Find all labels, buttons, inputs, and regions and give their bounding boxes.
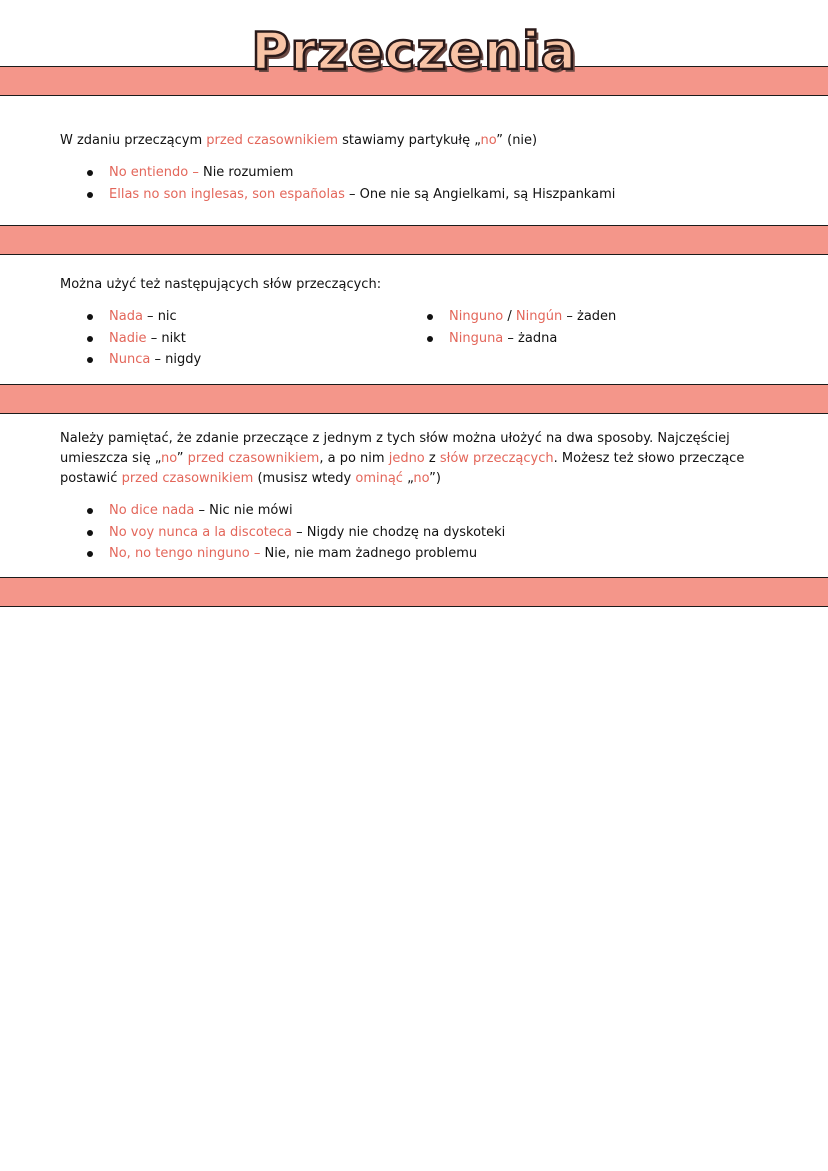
list-item: No dice nada – Nic nie mówi	[60, 500, 750, 522]
list-item: Ninguna – żadna	[400, 328, 740, 350]
word-list-left	[60, 306, 400, 371]
list-item: No, no tengo ninguno – Nie, nie mam żadnego problemu	[60, 543, 750, 565]
word-list-right	[400, 306, 740, 371]
list-item: Ellas no son inglesas, son españolas – One nie są Angielkami, są Hiszpankami	[60, 184, 750, 206]
page-title: Przeczenia	[251, 22, 577, 82]
list-item: Nada – nic	[60, 306, 400, 328]
intro-paragraph: Można użyć też następujących słów przeczących:	[60, 277, 382, 292]
example-list	[60, 162, 750, 205]
explanation-paragraph: Należy pamiętać, że zdanie przeczące z jednym z tych słów można ułożyć na dwa sposoby. Najczęściej umieszcza się „no” przed czasownikiem, a po nim jedno z słów przeczących. Możesz też słowo przeczące postawić przed czasownikiem (musisz wtedy ominąć „no”)	[60, 431, 745, 486]
list-item: Nadie – nikt	[60, 328, 400, 350]
section-negative-words	[60, 275, 750, 371]
section-negation-basic	[60, 131, 750, 205]
list-item: Ninguno / Ningún – żaden	[400, 306, 740, 328]
list-item: No voy nunca a la discoteca – Nigdy nie chodzę na dyskoteki	[60, 522, 750, 544]
divider-band	[0, 384, 828, 414]
list-item: Nunca – nigdy	[60, 349, 400, 371]
example-list	[60, 500, 750, 565]
section-word-order	[60, 429, 750, 565]
divider-band	[0, 225, 828, 255]
footer-band	[0, 577, 828, 607]
intro-paragraph: W zdaniu przeczącym przed czasownikiem stawiamy partykułę „no” (nie)	[60, 133, 538, 148]
list-item: No entiendo – Nie rozumiem	[60, 162, 750, 184]
